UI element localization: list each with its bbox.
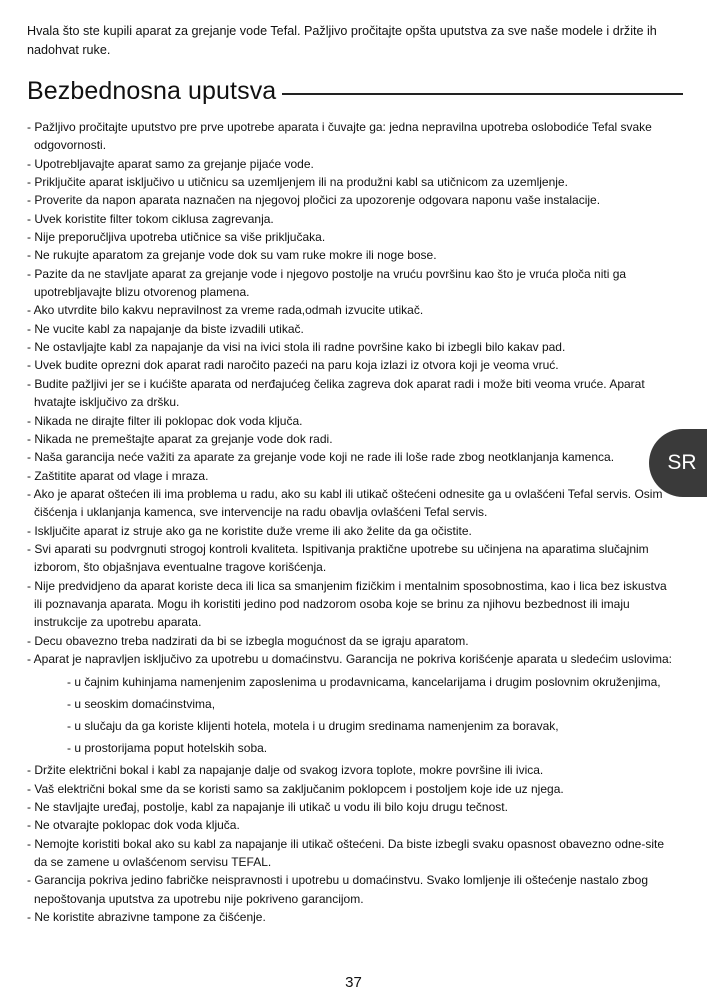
list-item: - Ne vucite kabl za napajanje da biste izvadili utikač.	[27, 320, 675, 338]
list-item: - Nije predvidjeno da aparat koriste deca ili lica sa smanjenim fizičkim i mentalnim sposobnostima, kao i lica bez iskustva ili poznavanja aparata. Mogu ih koristiti jedino pod nadzorom osoba koje se brinu za njihovu bezbednost ili imaju instrukcije za upotrebu aparata.	[27, 577, 675, 632]
list-item: - Priključite aparat isključivo u utičnicu sa uzemljenjem ili na produžni kabl sa utičnicom za uzemljenje.	[27, 173, 675, 191]
intro-text: Hvala što ste kupili aparat za grejanje vode Tefal. Pažljivo pročitajte opšta uputstva za sve naše modele i držite ih nadohvat ruke.	[27, 24, 657, 57]
sub-list-item: - u slučaju da ga koriste klijenti hotela, motela i u drugim sredinama namenjenim za boravak,	[27, 715, 675, 737]
list-item: - Isključite aparat iz struje ako ga ne koristite duže vreme ili ako želite da ga očistite.	[27, 522, 675, 540]
list-item: - Nikada ne dirajte filter ili poklopac dok voda ključa.	[27, 412, 675, 430]
list-item: - Ako je aparat oštećen ili ima problema u radu, ako su kabl ili utikač oštećeni odnesite ga u ovlašćeni Tefal servis. Osim čišćenja i uklanjanja kamenca, sve intervencije na radu obavlja ovlašćeni Tefal servis.	[27, 485, 675, 522]
list-item: - Uvek budite oprezni dok aparat radi naročito pazeći na paru koja izlazi iz otvora koji je veoma vruć.	[27, 356, 675, 374]
list-item: - Uvek koristite filter tokom ciklusa zagrevanja.	[27, 210, 675, 228]
language-tab: SR	[649, 429, 707, 497]
list-item: - Svi aparati su podvrgnuti strogoj kontroli kvaliteta. Ispitivanja praktične upotrebe su učinjena na aparatima slučajnim izborom, što objašnjava eventualne tragove korišćenja.	[27, 540, 675, 577]
heading-rule	[282, 93, 683, 95]
list-item: - Ne otvarajte poklopac dok voda ključa.	[27, 816, 675, 834]
sub-list-item: - u prostorijama poput hotelskih soba.	[27, 737, 675, 759]
section-heading-row	[27, 74, 683, 108]
list-item: - Ne koristite abrazivne tampone za čišćenje.	[27, 908, 675, 926]
list-item: - Ne rukujte aparatom za grejanje vode dok su vam ruke mokre ili noge bose.	[27, 246, 675, 264]
list-item: - Budite pažljivi jer se i kućište aparata od nerđajućeg čelika zagreva dok aparat radi i može biti veoma vruće. Aparat hvatajte isključivo za dršku.	[27, 375, 675, 412]
sub-list-item: - u seoskim domaćinstvima,	[27, 693, 675, 715]
list-item: - Pažljivo pročitajte uputstvo pre prve upotrebe aparata i čuvajte ga: jedna nepravilna upotreba oslobodiće Tefal svake odgovornosti.	[27, 118, 675, 155]
list-item: - Garancija pokriva jedino fabričke neispravnosti i upotrebu u domaćinstvu. Svako lomljenje ili oštećenje nastalo zbog nepoštovanja uputstva za upotrebu nije pokriveno garancijom.	[27, 871, 675, 908]
list-item: - Ne ostavljajte kabl za napajanje da visi na ivici stola ili radne površine kako bi izbegli bilo kakav pad.	[27, 338, 675, 356]
sub-list-item: - u čajnim kuhinjama namenjenim zaposlenima u prodavnicama, kancelarijama i drugim poslovnim okruženjima,	[27, 671, 675, 693]
list-item: - Ako utvrdite bilo kakvu nepravilnost za vreme rada,odmah izvucite utikač.	[27, 301, 675, 319]
list-item: - Aparat je napravljen isključivo za upotrebu u domaćinstvu. Garancija ne pokriva korišćenje aparata u sledećim uslovima:	[27, 650, 675, 668]
list-item: - Držite električni bokal i kabl za napajanje dalje od svakog izvora toplote, mokre površine ili ivica.	[27, 761, 675, 779]
list-item: - Pazite da ne stavljate aparat za grejanje vode i njegovo postolje na vruću površinu kao što je vruća ploča niti ga upotrebljavajte blizu otvorenog plamena.	[27, 265, 675, 302]
list-item: - Nemojte koristiti bokal ako su kabl za napajanje ili utikač oštećeni. Da biste izbegli svaku opasnost obavezno odne-site da se zamene u ovlašćenom servisu TEFAL.	[27, 835, 675, 872]
list-item: - Upotrebljavajte aparat samo za grejanje pijaće vode.	[27, 155, 675, 173]
list-item: - Vaš električni bokal sme da se koristi samo sa zaključanim poklopcem i postoljem koje ide uz njega.	[27, 780, 675, 798]
list-item: - Decu obavezno treba nadzirati da bi se izbegla mogućnost da se igraju aparatom.	[27, 632, 675, 650]
list-item: - Zaštitite aparat od vlage i mraza.	[27, 467, 675, 485]
list-item: - Proverite da napon aparata naznačen na njegovoj pločici za upozorenje odgovara naponu vaše instalacije.	[27, 191, 675, 209]
list-item: - Naša garancija neće važiti za aparate za grejanje vode koji ne rade ili loše rade zbog neotklanjanja kamenca.	[27, 448, 675, 466]
list-item: - Nikada ne premeštajte aparat za grejanje vode dok radi.	[27, 430, 675, 448]
section-heading: Bezbednosna uputsva	[27, 76, 277, 105]
list-item: - Ne stavljajte uređaj, postolje, kabl za napajanje ili utikač u vodu ili bilo koju drugu tečnost.	[27, 798, 675, 816]
list-item: - Nije preporučljiva upotreba utičnice sa više priključaka.	[27, 228, 675, 246]
page-number: 37	[345, 974, 362, 991]
safety-instructions-list	[27, 118, 675, 926]
